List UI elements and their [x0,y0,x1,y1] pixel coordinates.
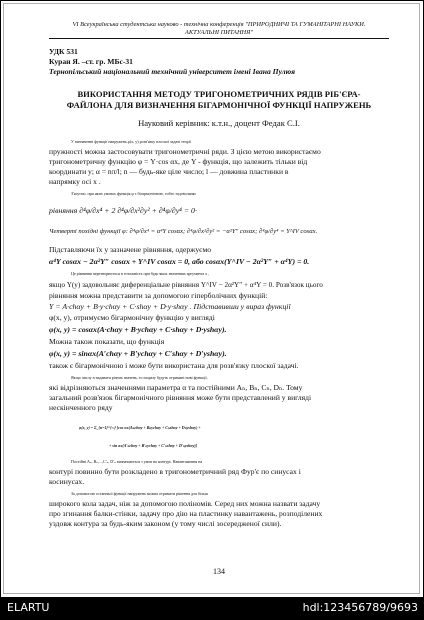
phi-sin-equation: φ(x, y) = sinαx(A′chαy + B′ychαy + C′shαy + D′yshαy). [49,349,227,358]
body-line: тригонометричну функцію φ = Y·cos αx, де Y - функція, що залежить тільки від [49,157,308,166]
fourth-derivatives-equation: Четверті похідні функції φ: ∂⁴φ/∂x⁴ = α⁴Y cosαx; ∂⁴φ/∂x²∂y² = −α²Y″ cosαx; ∂⁴φ/∂y⁴ = Y^IV cosαx. [49,228,318,235]
body-line: рівняння можна представити за допомогою гіперболічних функцій: [49,291,268,300]
affiliation-line: Тернопільський національний технічний університет імені Івана Пулюя [49,67,296,76]
body-line: також є бігармонічною і може бути використана для розв'язку плоскої задачі. [49,361,299,370]
body-line: уздовж контура за будь-яким законом (у тому числі зосередженої сили). [49,519,282,528]
body-line: координати y; α = nπ/l; n — будь-яке ціле число; l — довжина пластинки в [49,167,289,176]
body-line: про згинання балки-стінки, задачу про дію на пластинку навантажень, розподілених [49,509,323,518]
body-line: які відрізняються значеннями параметра α та постійними Aₙ, Bₙ, Cₙ, Dₙ. Тому [49,383,303,392]
body-line: косинусах. [49,477,85,486]
conference-header-line-2: АКТУАЛЬНІ ПИТАННЯ" [184,29,254,36]
body-line: загальний розв'язок бігармонічного рівняння може бути представлений у вигляді [49,393,312,402]
document-page [1,1,423,597]
supervisor-line: Науковий керівник: к.т.н., доцент Федак С.І. [138,118,300,128]
body-line: Підставляючи їх у зазначене рівняння, одержуємо [49,245,212,254]
body-line: контурі повинно бути розкладено в тригонометричний ряд Фур'є по синусах і [49,467,301,476]
solution-Y-equation: Y = A·chαy + B·y·chαy + C·shαy + D·y·shαy . Підставивши у вираз функції [49,302,291,311]
series-equation-line-1: φ(x, y) = Σ_{n=1}^{∞} [cos αx(Aₙchαy + Bₙychαy + Cₙshαy + Dₙyshαy) + [79,425,201,430]
phi-cos-equation: φ(x, y) = cosαx(A·chαy + B·ychαy + C·shαy + D·yshαy). [49,325,227,334]
body-line: пружності можна застосовувати тригонометричні ряди. З цією метою використаємо [49,147,321,156]
paper-title-line-1: ВИКОРИСТАННЯ МЕТОДУ ТРИГОНОМЕТРИЧНИХ РЯДІВ РІБ'ЄРА- [77,89,361,99]
body-line: Можна також показати, що функція [49,337,165,346]
udc-code: УДК 531 [49,47,78,56]
conference-header [49,21,389,37]
body-line: якщо Y(y) задовольняє диференціальне рівняння Y^IV − 2α²Y″ + α⁴Y = 0. Розв'язок цього [49,281,323,289]
body-line: Постійні Aₙ, Bₙ,...,C′ₙ, D′ₙ визначаються з умов на контурі. Навантаження на [71,459,203,464]
substituted-equation: α⁴Y cosαx − 2α²Y″ cosαx + Y^IV cosαx = 0, або cosαx(Y^IV − 2α²Y″ + α⁴Y) = 0. [49,257,310,266]
body-line: широкого кола задач, ніж за допомогою поліномів. Серед них можна назвати задачу [49,499,321,508]
footer-handle-link[interactable]: hdl:123456789/9693 [302,601,418,614]
body-line: Якщо числу n надавати різних значень, то шоразу будуть отримані нові функції, [71,375,208,380]
body-line: У визначенні функції напружень φ(x, y) розв'язку плоскої задачі теорії [71,139,191,144]
body-line: Це рівняння перетворюється в тотожність при будь-яких значеннях аргумента x , [71,271,210,276]
paper-title-line-2: ФАЙЛОНА ДЛЯ ВИЗНАЧЕННЯ БІГАРМОНІЧНОЇ ФУНКЦІЇ НАПРУЖЕНЬ [66,100,372,110]
body-line: φ(x, y), отримуємо бігармонічну функцію у вигляді [49,313,215,322]
header-rule [49,38,389,39]
body-line: З'ясуємо, при яких умовах функція φ є бігармонічною, тобто задовольняє [71,191,197,196]
page-number: 134 [213,567,225,576]
author-line: Куран Я. –ст. гр. МБс-31 [49,57,133,66]
conference-header-line-1: VI Всеукраїнська студентська науково - технічна конференція "ПРИРОДНИЧІ ТА ГУМАНІТАРНІ НАУКИ. [72,21,366,28]
body-line: напрямку осі x . [49,177,101,186]
paper-title [49,89,389,111]
body-line: За допомогою останньої функції напружень можна отримати рішення для більш [71,491,208,496]
series-equation-line-2: + sin αx(A′ₙchαy + B′ₙychαy + C′ₙshαy + D′ₙyshαy)] [109,443,198,448]
biharmonic-equation: рівняння ∂⁴φ/∂x⁴ + 2 ∂⁴φ/∂x²∂y² + ∂⁴φ/∂y⁴ = 0· [49,206,197,215]
body-line: нескінченного ряду [49,403,113,412]
footer-repository-label: ELARTU [7,601,50,614]
